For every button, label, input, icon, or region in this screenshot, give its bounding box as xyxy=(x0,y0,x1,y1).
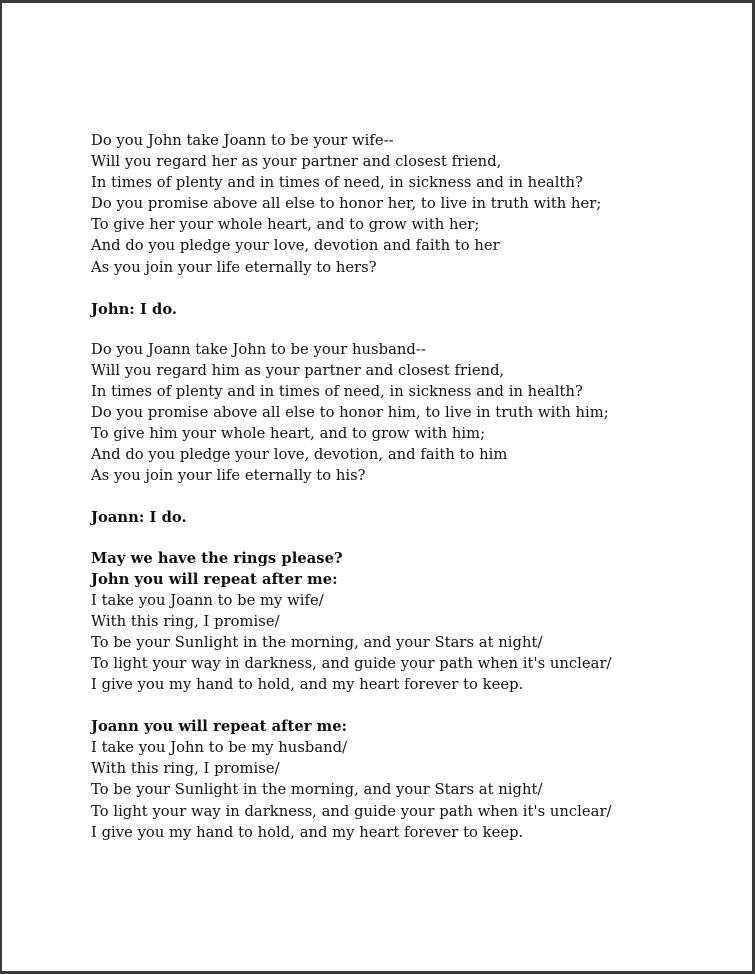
paragraph-spacer xyxy=(91,278,691,299)
ring-vow-line: With this ring, I promise/ xyxy=(91,760,280,778)
vow-line: Do you John take Joann to be your wife-- xyxy=(91,132,394,149)
vow-line: As you join your life eternally to his? xyxy=(91,467,366,485)
ring-vow-line: To light your way in darkness, and guide your path when it's unclear/ xyxy=(91,802,612,820)
vow-line: To give her your whole heart, and to grow with her; xyxy=(91,216,480,234)
john-response xyxy=(91,299,691,320)
ring-vow-line: To light your way in darkness, and guide your path when it's unclear/ xyxy=(91,654,612,672)
vows-to-joann-paragraph xyxy=(91,339,691,487)
paragraph-spacer xyxy=(91,695,691,716)
paragraph-spacer xyxy=(91,320,691,339)
john-repeat-heading: John you will repeat after me: xyxy=(91,570,338,588)
joann-response xyxy=(91,507,691,528)
ring-vow-line: With this ring, I promise/ xyxy=(91,612,280,630)
ring-vow-line: I give you my hand to hold, and my heart forever to keep. xyxy=(91,823,524,841)
paragraph-spacer xyxy=(91,529,691,548)
response-line: Joann: I do. xyxy=(91,509,187,527)
vow-line: To give him your whole heart, and to grow with him; xyxy=(91,425,486,443)
ring-vow-line: To be your Sunlight in the morning, and your Stars at night/ xyxy=(91,781,543,799)
ring-vow-line: I take you John to be my husband/ xyxy=(91,739,348,757)
vow-line: In times of plenty and in times of need, in sickness and in health? xyxy=(91,174,583,192)
ring-vow-line: I take you Joann to be my wife/ xyxy=(91,591,324,609)
rings-joann-paragraph xyxy=(91,716,691,843)
joann-repeat-heading: Joann you will repeat after me: xyxy=(91,718,348,736)
vow-line: In times of plenty and in times of need, in sickness and in health? xyxy=(91,382,583,400)
rings-request-heading: May we have the rings please? xyxy=(91,549,343,567)
ring-vow-line: I give you my hand to hold, and my heart forever to keep. xyxy=(91,676,524,694)
vow-line: Do you Joann take John to be your husband-- xyxy=(91,340,426,358)
vow-line: And do you pledge your love, devotion, and faith to him xyxy=(91,446,508,464)
vow-line: And do you pledge your love, devotion and faith to her xyxy=(91,237,500,255)
vow-line: Do you promise above all else to honor him, to live in truth with him; xyxy=(91,404,609,422)
vow-line: Will you regard him as your partner and closest friend, xyxy=(91,361,505,379)
response-line: John: I do. xyxy=(91,300,178,318)
document-body xyxy=(91,130,691,843)
vows-to-john-paragraph xyxy=(91,130,691,278)
vow-line: Will you regard her as your partner and closest friend, xyxy=(91,153,502,171)
rings-john-paragraph xyxy=(91,548,691,696)
ring-vow-line: To be your Sunlight in the morning, and your Stars at night/ xyxy=(91,633,543,651)
vow-line: As you join your life eternally to hers? xyxy=(91,258,377,276)
vow-line: Do you promise above all else to honor her, to live in truth with her; xyxy=(91,195,602,213)
paragraph-spacer xyxy=(91,486,691,507)
